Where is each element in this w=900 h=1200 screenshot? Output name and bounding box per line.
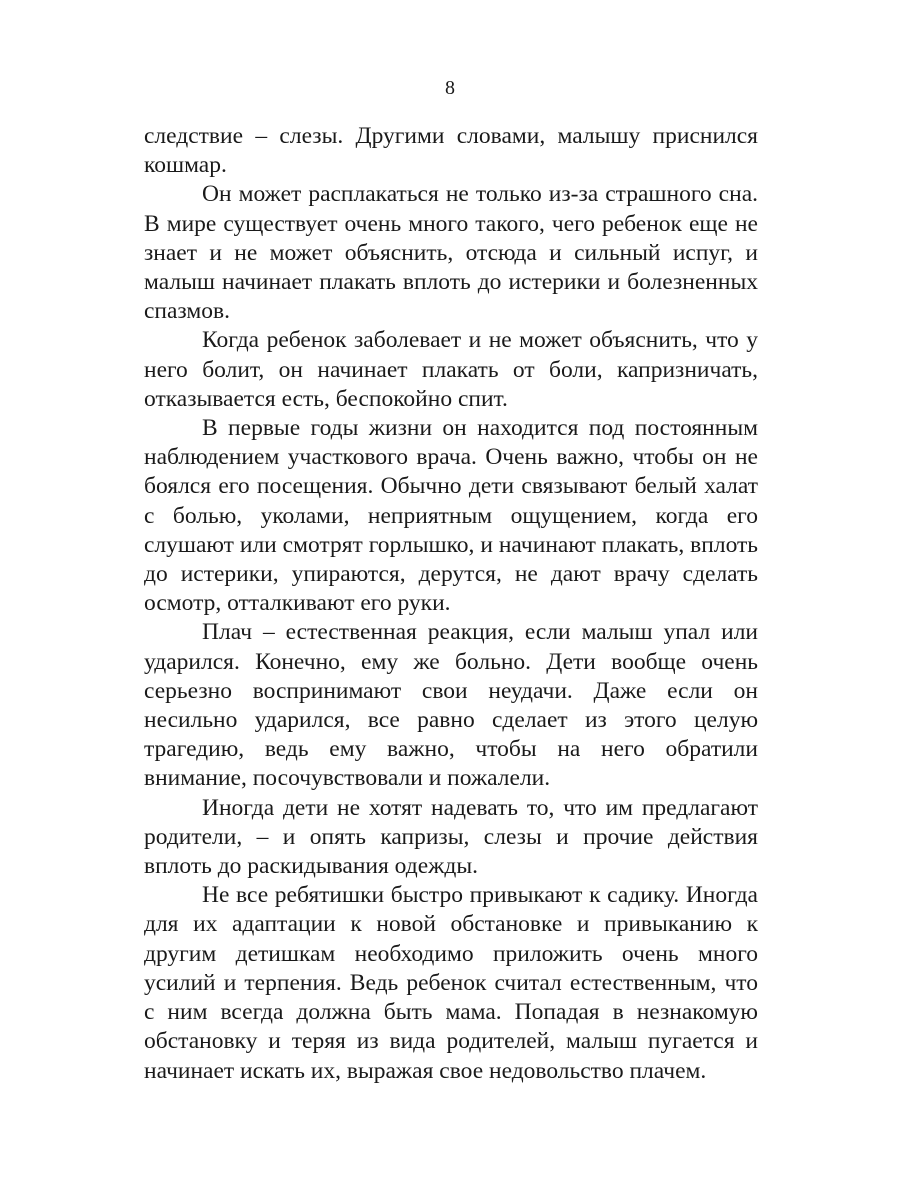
paragraph: Когда ребенок заболевает и не может объяснить, что у него болит, он начинает плакать от боли, капризничать, отказывается есть, беспокойно спит. — [144, 327, 758, 412]
paragraph: Он может расплакаться не только из-за страшного сна. В мире существует очень много такого, чего ребенок еще не знает и не может объяснить, отсюда и сильный испуг, и малыш начинает плакать вплоть до истерики и болезненных спазмов. — [144, 181, 758, 325]
paragraph-continuation: следствие – слезы. Другими словами, малышу приснился кошмар. — [144, 123, 758, 179]
paragraph: Не все ребятишки быстро привыкают к садику. Иногда для их адаптации к новой обстановке и привыканию к другим детишкам необходимо приложить очень много усилий и терпения. Ведь ребенок считал естественным, что с ним всегда должна быть мама. Попадая в незнакомую обстановку и теряя из вида родителей, малыш пугается и начинает искать их, выражая свое недовольство плачем. — [144, 882, 758, 1084]
paragraph: В первые годы жизни он находится под постоянным наблюдением участкового врача. Очень важно, чтобы он не боялся его посещения. Обычно дети связывают белый халат с болью, уколами, неприятным ощущением, когда его слушают или смотрят горлышко, и начинают плакать, вплоть до истерики, упираются, дерутся, не дают врачу сделать осмотр, отталкивают его руки. — [144, 415, 758, 617]
text-body — [144, 122, 758, 1086]
paragraph: Иногда дети не хотят надевать то, что им предлагают родители, – и опять капризы, слезы и прочие действия вплоть до раскидывания одежды. — [144, 794, 758, 880]
page-number: 8 — [445, 77, 455, 99]
paragraph: Плач – естественная реакция, если малыш упал или ударился. Конечно, ему же больно. Дети вообще очень серьезно воспринимают свои неудачи. Даже если он несильно ударился, все равно сделает из этого целую трагедию, ведь ему важно, чтобы на него обратили внимание, посочувствовали и пожалели. — [144, 619, 758, 792]
